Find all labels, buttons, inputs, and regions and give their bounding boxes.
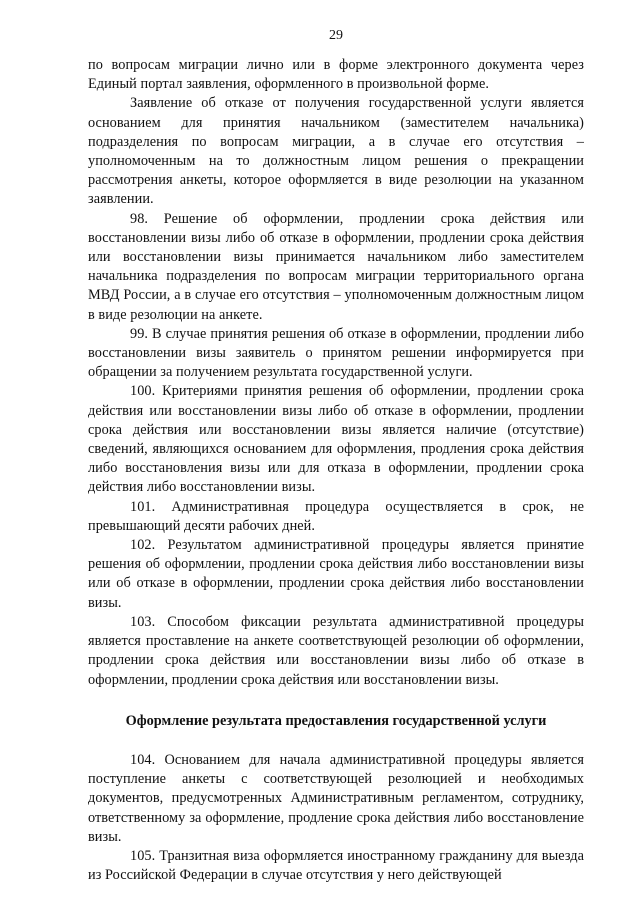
paragraph-continuation: по вопросам миграции лично или в форме электронного документа через Единый портал заявления, оформленного в произвольной форме. — [88, 57, 584, 93]
section-heading: Оформление результата предоставления государственной услуги — [125, 712, 547, 729]
paragraph-103: 103. Способом фиксации результата административной процедуры является проставление на анкете соответствующей резолюции об оформлении, продлении срока действия или восстановлении визы либо об отказе в оформлении, продлении срока действия или восстановлении визы. — [88, 613, 584, 688]
paragraph-100: 100. Критериями принятия решения об оформлении, продлении срока действия или восстановлении визы либо об отказе в оформлении, продлении срока действия или восстановлении визы является наличие (отсутствие) сведений, являющихся основанием для оформления, продления срока действия либо восстановления визы или для отказа в оформлении, продлении срока действия либо восстановлении визы. — [88, 383, 584, 496]
paragraph-101: 101. Административная процедура осуществляется в срок, не превышающий десяти рабочих дней. — [88, 498, 584, 534]
paragraph-99: 99. В случае принятия решения об отказе в оформлении, продлении либо восстановлении визы заявитель о принятом решении информируется при обращении за получением результата государственной услуги. — [88, 325, 584, 381]
paragraph-102: 102. Результатом административной процедуры является принятие решения об оформлении, продлении срока действия либо восстановлении визы или об отказе в оформлении, продлении срока действия либо восстановлении визы. — [88, 537, 584, 611]
paragraph-104: 104. Основанием для начала административной процедуры является поступление анкеты с соответствующей резолюцией и необходимых документов, предусмотренных Административным регламентом, сотруднику, ответственному за оформление, продление срока действия либо восстановление визы. — [88, 751, 584, 845]
paragraph-98: 98. Решение об оформлении, продлении срока действия или восстановлении визы либо об отказе в оформлении, продлении срока действия или восстановлении визы принимается начальником либо заместителем начальника подразделения по вопросам миграции территориального органа МВД России, а в случае его отсутствия – уполномоченным должностным лицом в виде резолюции на анкете. — [88, 210, 584, 323]
page-number: 29 — [329, 28, 343, 43]
paragraph-105: 105. Транзитная виза оформляется иностранному гражданину для выезда из Российской Федерации в случае отсутствия у него действующей — [88, 847, 584, 884]
paragraph-refusal-statement: Заявление об отказе от получения государственной услуги является основанием для принятия начальником (заместителем начальника) подразделения по вопросам миграции, а в случае его отсутствия – уполномоченным на то должностным лицом решения о прекращении рассмотрения анкеты, которое оформляется в виде резолюции на указанном заявлении. — [88, 95, 584, 208]
